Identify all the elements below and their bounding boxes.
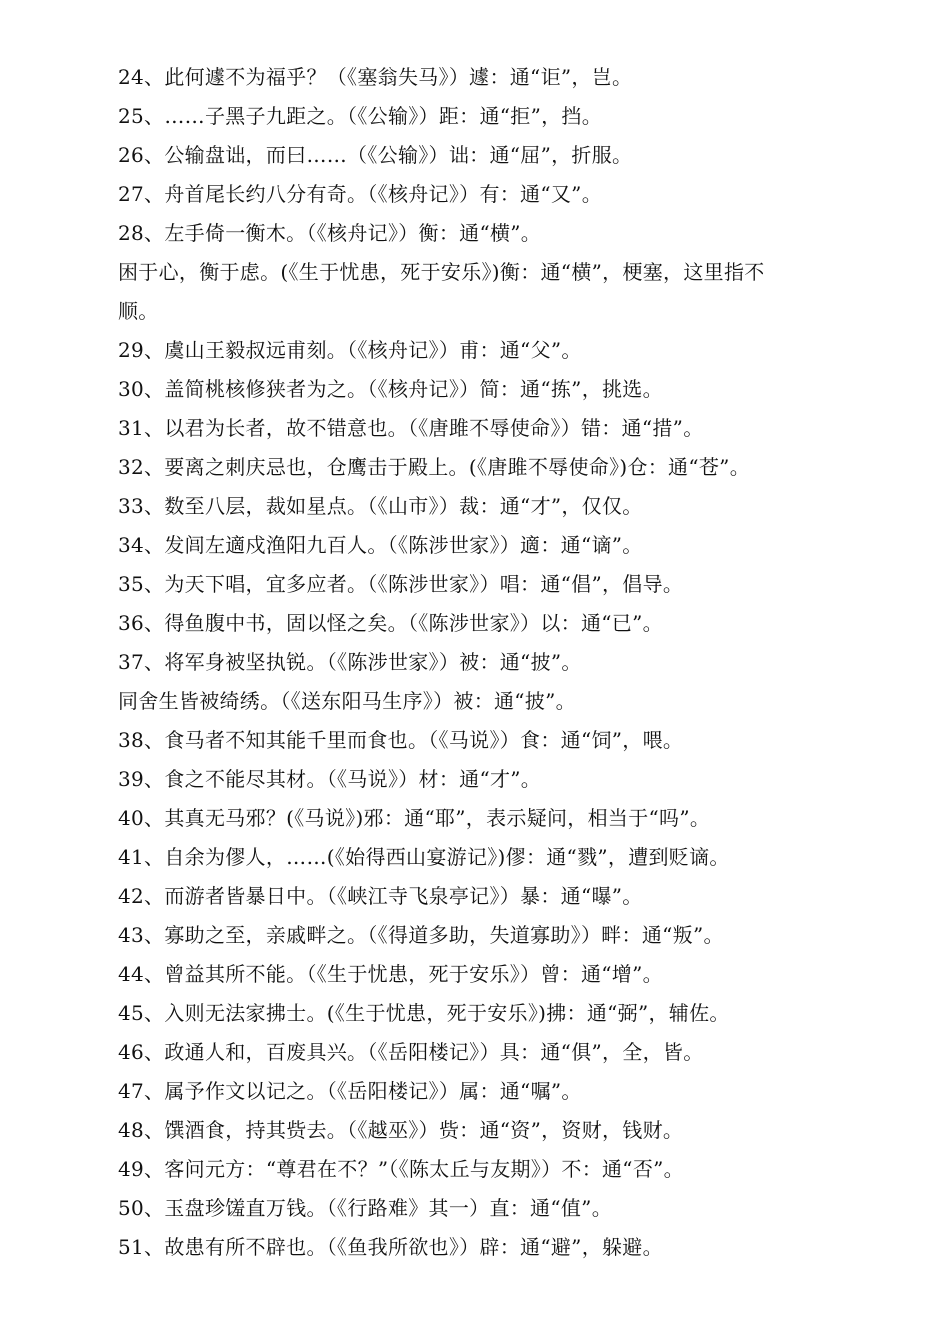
text-line: 37、将军身被坚执锐。（《陈涉世家》）被：通“披”。	[118, 650, 582, 674]
text-line: 50、玉盘珍馐直万钱。（《行路难》其一）直：通“值”。	[118, 1196, 612, 1220]
text-line: 26、公输盘诎，而曰……（《公输》）诎：通“屈”，折服。	[118, 143, 633, 167]
text-line: 同舍生皆被绮绣。（《送东阳马生序》）被：通“披”。	[118, 689, 576, 713]
text-line: 31、以君为长者，故不错意也。（《唐雎不辱使命》）错：通“措”。	[118, 416, 704, 440]
text-line: 35、为天下唱，宜多应者。（《陈涉世家》）唱：通“倡”，倡导。	[118, 572, 684, 596]
text-line: 40、其真无马邪？(《马说》)邪：通“耶”，表示疑问，相当于“吗”。	[118, 806, 711, 830]
text-line: 24、此何遽不为福乎？（《塞翁失马》）遽：通“讵”，岂。	[118, 65, 633, 89]
text-line: 44、曾益其所不能。（《生于忧患，死于安乐》）曾：通“增”。	[118, 962, 663, 986]
text-line: 困于心，衡于虑。(《生于忧患，死于安乐》)衡：通“横”，梗塞，这里指不	[118, 260, 765, 284]
text-line: 25、……子黑子九距之。（《公输》）距：通“拒”，挡。	[118, 104, 602, 128]
text-line: 34、发闾左適戍渔阳九百人。（《陈涉世家》）適：通“谪”。	[118, 533, 643, 557]
text-line: 顺。	[118, 299, 159, 323]
text-line: 36、得鱼腹中书，固以怪之矣。（《陈涉世家》）以：通“已”。	[118, 611, 663, 635]
document-body	[118, 58, 840, 1267]
text-line: 42、而游者皆暴日中。（《峡江寺飞泉亭记》）暴：通“曝”。	[118, 884, 643, 908]
text-line: 32、要离之刺庆忌也，仓鹰击于殿上。(《唐雎不辱使命》)仓：通“苍”。	[118, 455, 751, 479]
text-line: 48、馔酒食，持其赀去。（《越巫》）赀：通“资”，资财，钱财。	[118, 1118, 684, 1142]
text-line: 41、自余为僇人，……(《始得西山宴游记》)僇：通“戮”，遭到贬谪。	[118, 845, 730, 869]
text-line: 38、食马者不知其能千里而食也。（《马说》）食：通“饲”，喂。	[118, 728, 684, 752]
text-line: 43、寡助之至，亲戚畔之。（《得道多助，失道寡助》）畔：通“叛”。	[118, 923, 724, 947]
text-line: 28、左手倚一衡木。（《核舟记》）衡：通“横”。	[118, 221, 542, 245]
text-line: 46、政通人和，百废具兴。（《岳阳楼记》）具：通“俱”，全，皆。	[118, 1040, 704, 1064]
text-line: 33、数至八层，裁如星点。（《山市》）裁：通“才”，仅仅。	[118, 494, 643, 518]
text-line: 27、舟首尾长约八分有奇。（《核舟记》）有：通“又”。	[118, 182, 602, 206]
text-line: 45、入则无法家拂士。(《生于忧患，死于安乐》)拂：通“弼”，辅佐。	[118, 1001, 730, 1025]
text-line: 39、食之不能尽其材。（《马说》）材：通“才”。	[118, 767, 542, 791]
text-line: 49、客问元方：“尊君在不？”（《陈太丘与友期》）不：通“否”。	[118, 1157, 684, 1181]
text-line: 29、虞山王毅叔远甫刻。（《核舟记》）甫：通“父”。	[118, 338, 582, 362]
text-line: 51、故患有所不辟也。（《鱼我所欲也》）辟：通“避”，躲避。	[118, 1235, 663, 1259]
text-line: 30、盖简桃核修狭者为之。（《核舟记》）简：通“拣”，挑选。	[118, 377, 663, 401]
text-line: 47、属予作文以记之。（《岳阳楼记》）属：通“嘱”。	[118, 1079, 582, 1103]
